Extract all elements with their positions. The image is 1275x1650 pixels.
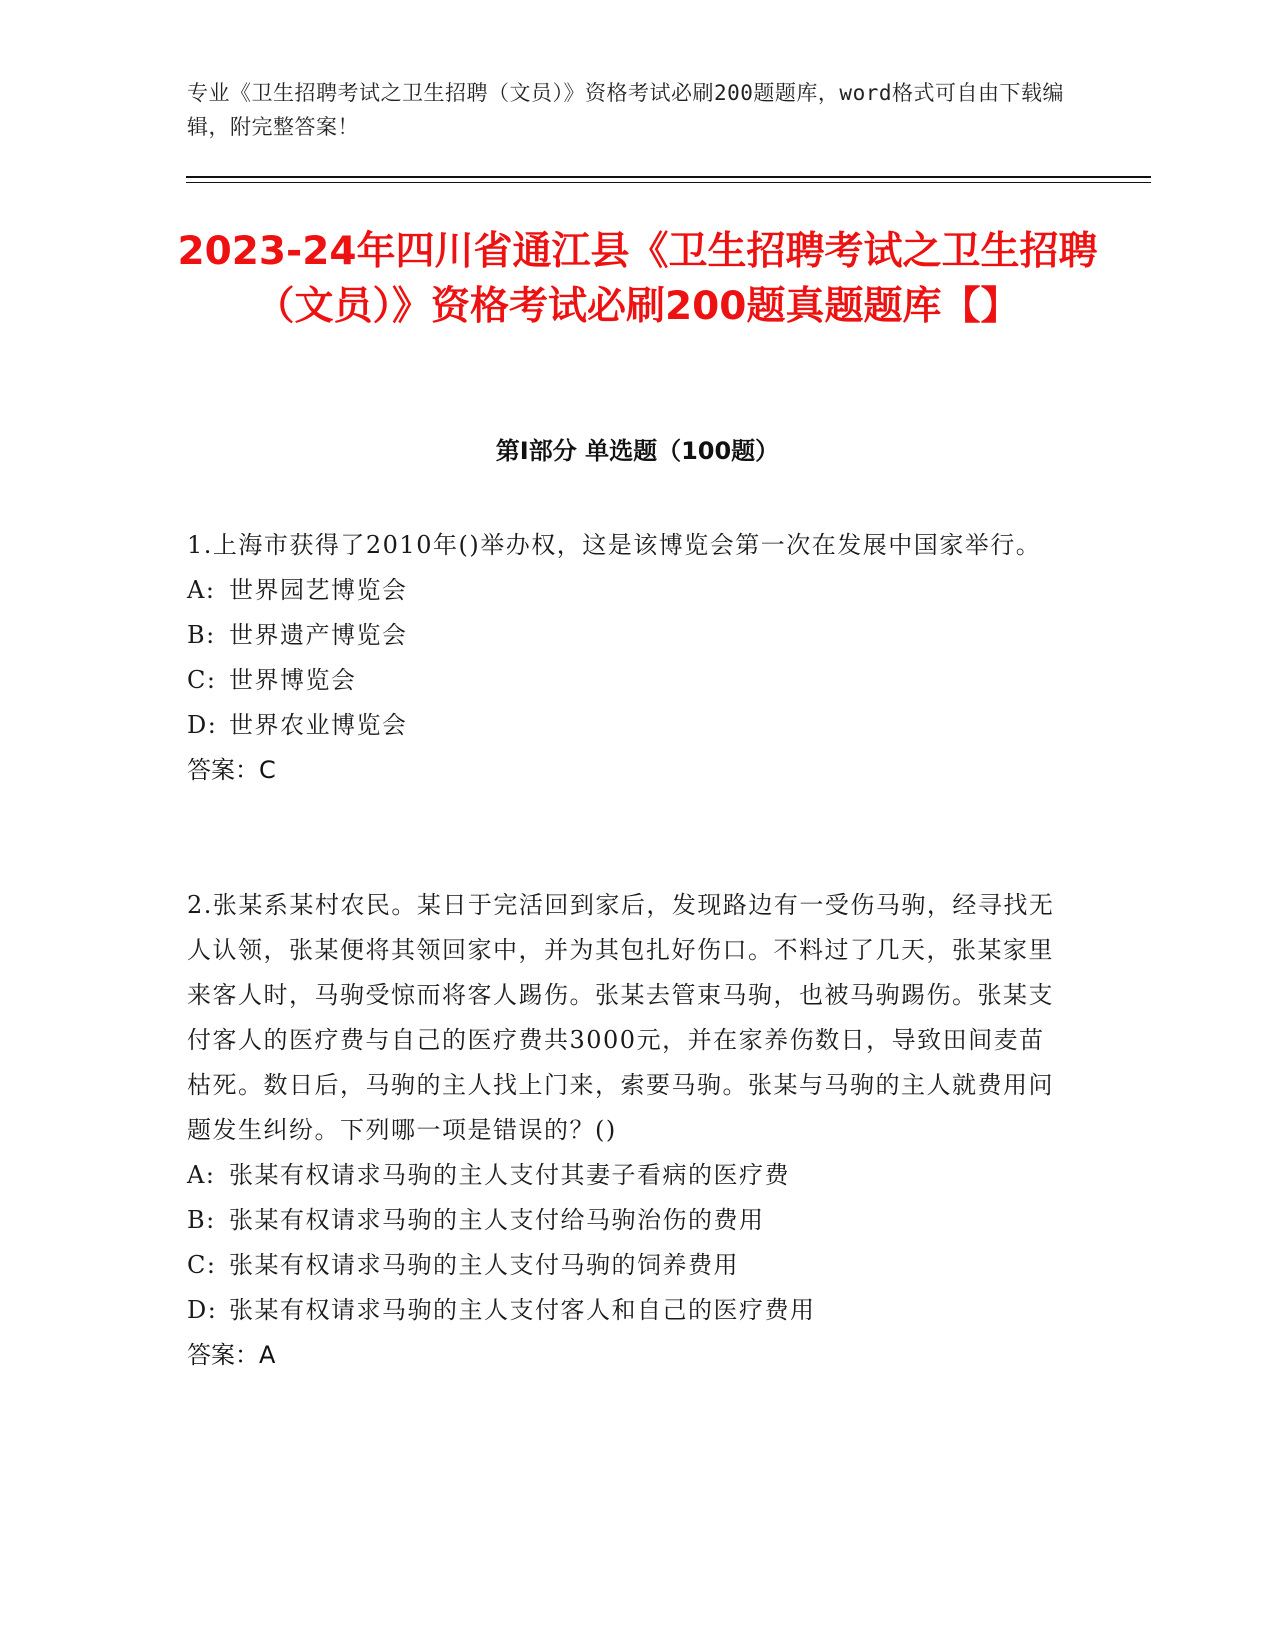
option-d <box>187 703 1067 748</box>
option-text: 世界园艺博览会 <box>229 576 408 604</box>
option-key: A: <box>187 1161 216 1189</box>
option-key: D: <box>187 711 218 739</box>
option-a <box>187 568 1067 613</box>
question-stem: 1.上海市获得了2010年()举办权，这是该博览会第一次在发展中国家举行。 <box>187 531 1042 559</box>
question-2 <box>187 883 1067 1378</box>
option-b <box>187 613 1067 658</box>
option-c <box>187 1243 1067 1288</box>
option-text: 世界农业博览会 <box>229 711 408 739</box>
option-key: C: <box>187 1251 217 1279</box>
answer-label: 答案：A <box>187 1341 276 1369</box>
option-a <box>187 1153 1067 1198</box>
option-key: B: <box>187 1206 216 1234</box>
option-key: A: <box>187 576 216 604</box>
option-c <box>187 658 1067 703</box>
option-text: 世界遗产博览会 <box>229 621 408 649</box>
header-divider-thin <box>186 182 1151 183</box>
answer-label: 答案：C <box>187 756 276 784</box>
option-text: 张某有权请求马驹的主人支付马驹的饲养费用 <box>229 1251 739 1279</box>
option-text: 世界博览会 <box>229 666 357 694</box>
document-title: 2023-24年四川省通江县《卫生招聘考试之卫生招聘（文员）》资格考试必刷200题真题题库【】 <box>177 229 1098 329</box>
question-1 <box>187 523 1067 793</box>
option-key: C: <box>187 666 217 694</box>
option-key: D: <box>187 1296 218 1324</box>
option-text: 张某有权请求马驹的主人支付客人和自己的医疗费用 <box>229 1296 816 1324</box>
option-text: 张某有权请求马驹的主人支付给马驹治伤的费用 <box>229 1206 765 1234</box>
option-d <box>187 1288 1067 1333</box>
header-divider-thick <box>186 176 1151 178</box>
option-key: B: <box>187 621 216 649</box>
option-text: 张某有权请求马驹的主人支付其妻子看病的医疗费 <box>229 1161 790 1189</box>
question-stem: 2.张某系某村农民。某日于完活回到家后，发现路边有一受伤马驹，经寻找无人认领，张某便将其领回家中，并为其包扎好伤口。不料过了几天，张某家里来客人时，马驹受惊而将客人踢伤。张某去管束马驹，也被马驹踢伤。张某支付客人的医疗费与自己的医疗费共3000元，并在家养伤数日，导致田间麦苗枯死。数日后，马驹的主人找上门来，索要马驹。张某与马驹的主人就费用问题发生纠纷。下列哪一项是错误的？() <box>187 891 1055 1144</box>
header-note: 专业《卫生招聘考试之卫生招聘（文员）》资格考试必刷200题题库，word格式可自由下载编辑，附完整答案！ <box>187 81 1064 139</box>
section-heading: 第Ⅰ部分 单选题（100题） <box>495 437 780 465</box>
option-b <box>187 1198 1067 1243</box>
